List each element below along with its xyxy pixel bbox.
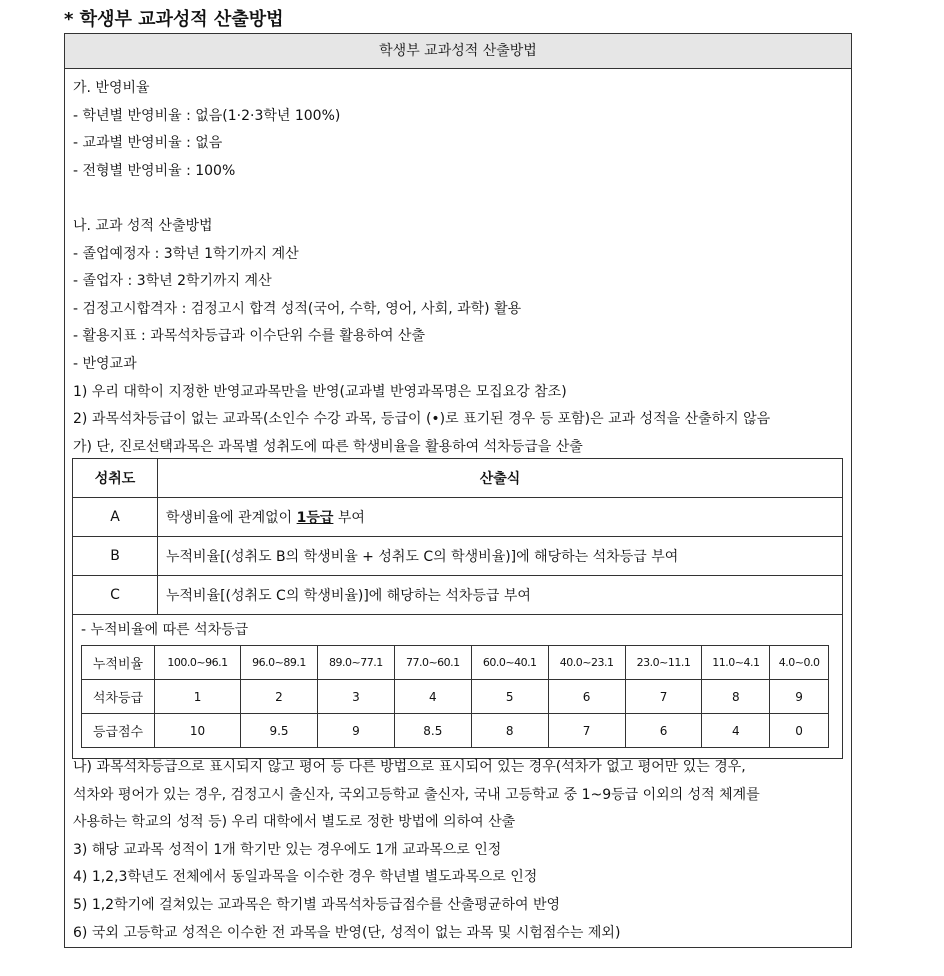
row-header: 석차등급 [82, 680, 155, 714]
formula-cell: 누적비율[(성취도 B의 학생비율 + 성취도 C의 학생비율)]에 해당하는 석차등급 부여 [158, 537, 843, 576]
cumulative-section [73, 615, 843, 759]
text-line: - 반영교과 [73, 355, 137, 372]
text-line: - 활용지표 : 과목석차등급과 이수단위 수를 활용하여 산출 [73, 328, 425, 345]
text-line: 6) 국외 고등학교 성적은 이수한 전 과목을 반영(단, 성적이 없는 과목 및 시험점수는 제외) [73, 924, 621, 941]
table-cell: 96.0~89.1 [241, 646, 318, 680]
text-line: 가. 반영비율 [73, 80, 150, 96]
table-cell: 23.0~11.1 [625, 646, 702, 680]
text-line: - 전형별 반영비율 : 100% [73, 162, 236, 179]
table-cell: 6 [548, 680, 625, 714]
table-row [82, 714, 829, 748]
text-line: - 검정고시합격자 : 검정고시 합격 성적(국어, 수학, 영어, 사회, 과학) 활용 [73, 300, 522, 317]
text-line: 석차와 평어가 있는 경우, 검정고시 출신자, 국외고등학교 출신자, 국내 고등학교 중 1~9등급 이외의 성적 체계를 [73, 786, 760, 803]
table-cell: 9.5 [241, 714, 318, 748]
table-cell: 1 [155, 680, 241, 714]
table-cell: 9 [770, 680, 829, 714]
text-line [73, 185, 851, 213]
table-row [82, 646, 829, 680]
table-cell: 7 [625, 680, 702, 714]
table-cell: 8 [471, 714, 548, 748]
table-row [73, 498, 843, 537]
table-cell: 89.0~77.1 [317, 646, 394, 680]
formula-text: 학생비율에 관계없이 [166, 510, 297, 526]
table-row [73, 537, 843, 576]
text-line: 가) 단, 진로선택과목은 과목별 성취도에 따른 학생비율을 활용하여 석차등급을 산출 [73, 438, 583, 455]
content-box [64, 33, 852, 948]
table-cell: 4 [394, 680, 471, 714]
table-cell: 60.0~40.1 [471, 646, 548, 680]
formula-cell: 누적비율[(성취도 C의 학생비율)]에 해당하는 석차등급 부여 [158, 576, 843, 615]
table-row [73, 576, 843, 615]
box-header: 학생부 교과성적 산출방법 [65, 34, 851, 69]
section-title: - 누적비율에 따른 석차등급 [81, 622, 249, 638]
table-cell: 4.0~0.0 [770, 646, 829, 680]
table-cell: 0 [770, 714, 829, 748]
text-line: - 교과별 반영비율 : 없음 [73, 135, 223, 152]
grade-cell: A [73, 498, 158, 537]
table-cell: 8 [702, 680, 770, 714]
table-cell: 2 [241, 680, 318, 714]
grade-cell: B [73, 537, 158, 576]
achievement-table [72, 458, 843, 759]
table-cell: 40.0~23.1 [548, 646, 625, 680]
text-line: 나) 과목석차등급으로 표시되지 않고 평어 등 다른 방법으로 표시되어 있는 경우(석차가 없고 평어만 있는 경우, [73, 759, 746, 775]
table-cell: 3 [317, 680, 394, 714]
text-line: 3) 해당 교과목 성적이 1개 학기만 있는 경우에도 1개 교과목으로 인정 [73, 841, 502, 858]
row-header: 누적비율 [82, 646, 155, 680]
table-row [82, 680, 829, 714]
text-line: 2) 과목석차등급이 없는 교과목(소인수 수강 과목, 등급이 (•)로 표기된 경우 등 포함)은 교과 성적을 산출하지 않음 [73, 411, 771, 428]
text-line: 사용하는 학교의 성적 등) 우리 대학에서 별도로 정한 방법에 의하여 산출 [73, 814, 516, 831]
header-cell: 성취도 [73, 459, 158, 498]
grade-table [81, 645, 829, 748]
formula-text: 부여 [333, 510, 365, 526]
table-cell: 77.0~60.1 [394, 646, 471, 680]
table-cell: 4 [702, 714, 770, 748]
table-cell: 11.0~4.1 [702, 646, 770, 680]
table-cell: 6 [625, 714, 702, 748]
text-line: - 졸업자 : 3학년 2학기까지 계산 [73, 273, 272, 290]
table-cell: 8.5 [394, 714, 471, 748]
bottom-lines [73, 754, 760, 947]
text-line: - 졸업예정자 : 3학년 1학기까지 계산 [73, 245, 299, 262]
table-cell: 7 [548, 714, 625, 748]
formula-bold: 1등급 [296, 510, 334, 526]
text-line: 4) 1,2,3학년도 전체에서 동일과목을 이수한 경우 학년별 별도과목으로 인정 [73, 869, 538, 886]
table-cell: 100.0~96.1 [155, 646, 241, 680]
table-cell: 10 [155, 714, 241, 748]
row-header: 등급점수 [82, 714, 155, 748]
top-lines [65, 69, 851, 461]
text-line: - 학년별 반영비율 : 없음(1·2·3학년 100%) [73, 107, 341, 124]
table-cell: 5 [471, 680, 548, 714]
text-line: 나. 교과 성적 산출방법 [73, 217, 213, 234]
formula-cell [158, 498, 843, 537]
text-line: 5) 1,2학기에 걸쳐있는 교과목은 학기별 과목석차등급점수를 산출평균하여 반영 [73, 896, 561, 913]
header-cell: 산출식 [158, 459, 843, 498]
grade-cell: C [73, 576, 158, 615]
table-cell: 9 [317, 714, 394, 748]
text-line: 1) 우리 대학이 지정한 반영교과목만을 반영(교과별 반영과목명은 모집요강 참조) [73, 383, 567, 400]
page-title: * 학생부 교과성적 산출방법 [64, 9, 284, 30]
